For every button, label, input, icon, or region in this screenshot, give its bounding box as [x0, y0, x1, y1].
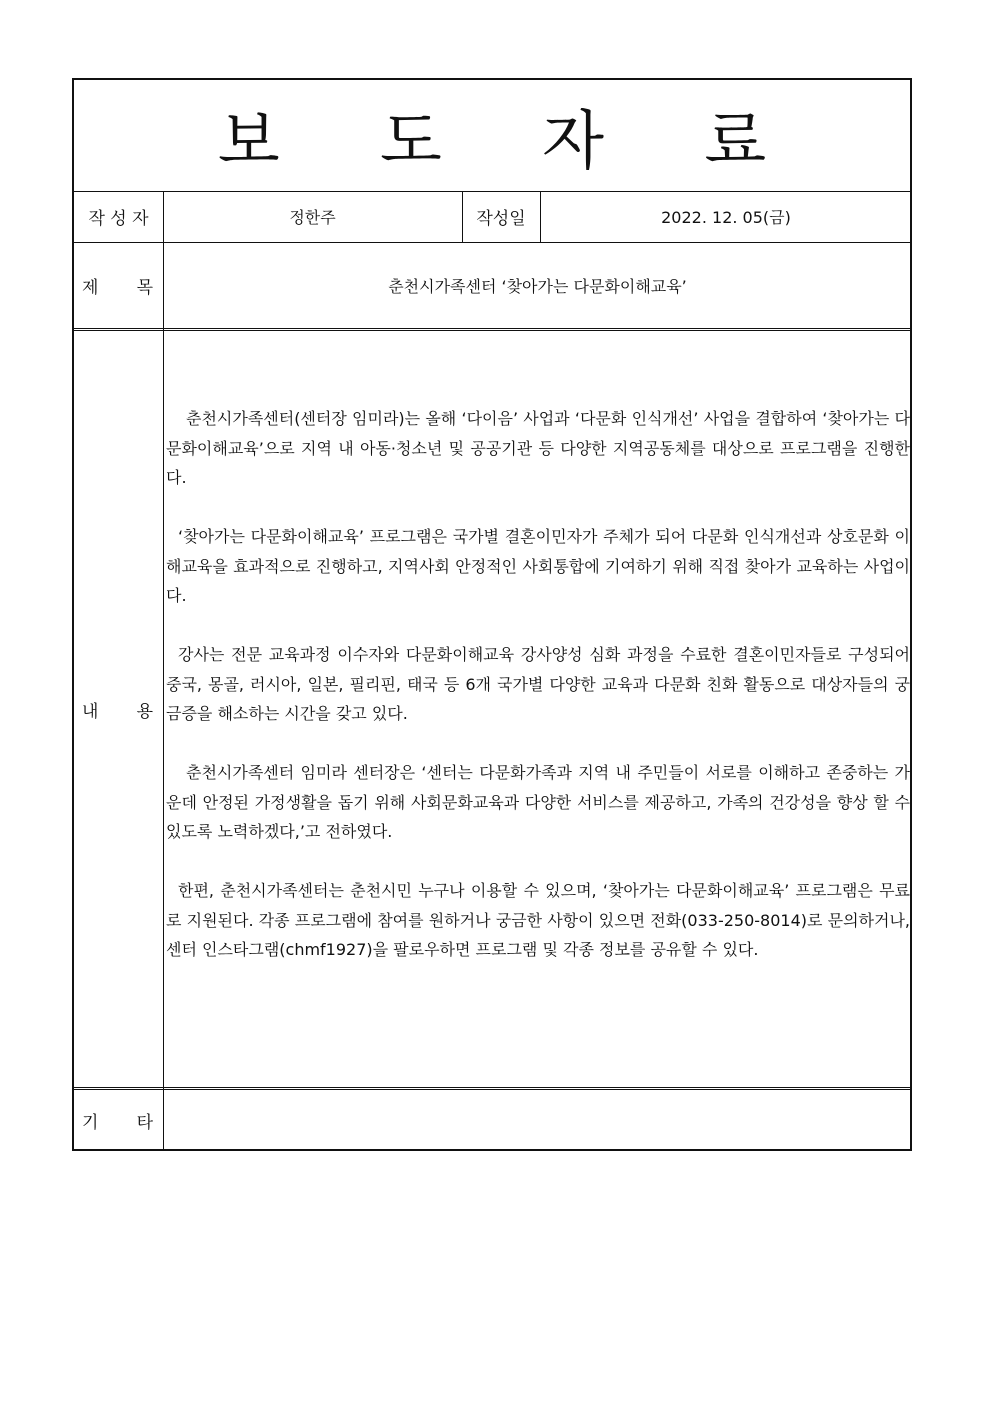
author-value: 정한주	[289, 208, 336, 227]
other-value	[163, 1090, 912, 1151]
content-paragraph: 한편, 춘천시가족센터는 춘천시민 누구나 이용할 수 있으며, ‘찾아가는 다문화이해교육’ 프로그램은 무료로 지원된다. 각종 프로그램에 참여를 원하거나 궁금한 사항이 있으면 전화(033-250-8014)로 문의하거나, 센터 인스타그램(chmf1927)을 팔로우하면 프로그램 및 각종 정보를 공유할 수 있다.	[166, 881, 910, 959]
document-title: 보 도 자 료	[217, 104, 807, 179]
content-label-a: 내	[82, 701, 99, 722]
content-paragraph: 강사는 전문 교육과정 이수자와 다문화이해교육 강사양성 심화 과정을 수료한 결혼이민자들로 구성되어 중국, 몽골, 러시아, 일본, 필리핀, 태국 등 6개 국가별 다양한 교육과 다문화 친화 활동으로 대상자들의 궁금증을 해소하는 시간을 갖고 있다.	[166, 645, 910, 723]
subject-label-b: 목	[136, 277, 153, 298]
other-label-b: 타	[136, 1113, 153, 1133]
content-paragraph: 춘천시가족센터(센터장 임미라)는 올해 ‘다이음’ 사업과 ‘다문화 인식개선’ 사업을 결합하여 ‘찾아가는 다문화이해교육’으로 지역 내 아동·청소년 및 공공기관 등 다양한 지역공동체를 대상으로 프로그램을 진행한다.	[166, 409, 910, 487]
date-label: 작성일	[476, 209, 526, 229]
content-body	[166, 404, 910, 994]
content-label	[74, 331, 163, 1087]
other-label	[74, 1090, 163, 1151]
content-paragraph: ‘찾아가는 다문화이해교육’ 프로그램은 국가별 결혼이민자가 주체가 되어 다문화 인식개선과 상호문화 이해교육을 효과적으로 진행하고, 지역사회 안정적인 사회통합에 기여하기 위해 직접 찾아가 교육하는 사업이다.	[166, 527, 910, 605]
content-paragraph: 춘천시가족센터 임미라 센터장은 ‘센터는 다문화가족과 지역 내 주민들이 서로를 이해하고 존중하는 가운데 안정된 가정생활을 돕기 위해 사회문화교육과 다양한 서비스를 제공하고, 가족의 건강성을 향상 할 수 있도록 노력하겠다,’고 전하였다.	[166, 763, 910, 841]
content-label-b: 용	[136, 701, 153, 722]
other-label-a: 기	[82, 1113, 99, 1133]
subject-value: 춘천시가족센터 ‘찾아가는 다문화이해교육’	[388, 276, 687, 296]
divider	[74, 328, 910, 331]
date-value: 2022. 12. 05(금)	[661, 208, 791, 227]
author-label: 작 성 자	[88, 209, 149, 229]
press-release-form	[72, 78, 912, 1151]
column-divider	[163, 191, 164, 1151]
subject-label	[74, 242, 163, 328]
subject-label-a: 제	[82, 277, 99, 298]
